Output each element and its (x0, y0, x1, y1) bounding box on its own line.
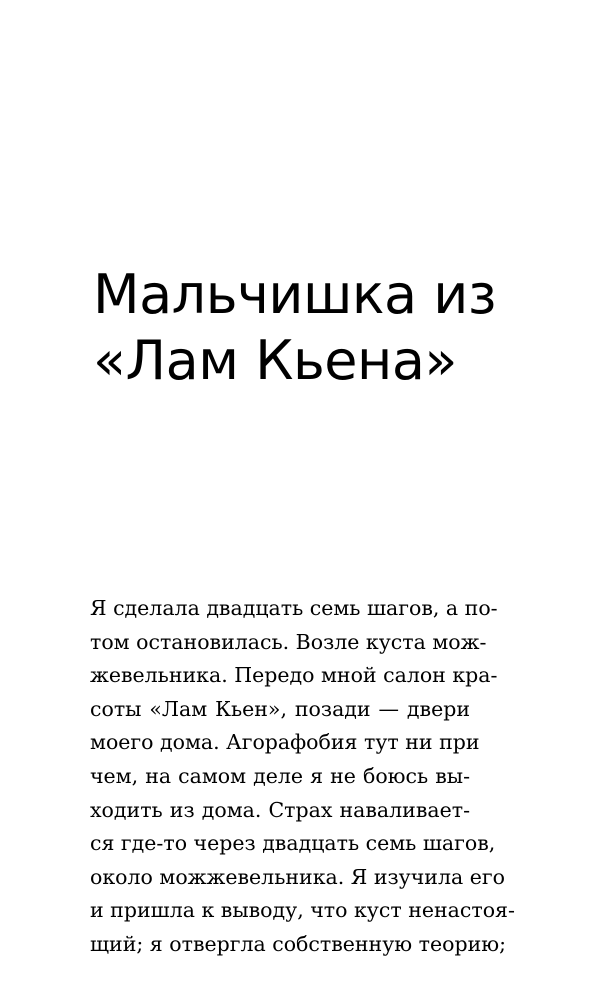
text-line-4: соты «Лам Кьен», позади — двери (90, 696, 470, 721)
text-line-8: ся где-то через двадцать семь шагов, (90, 831, 496, 856)
text-line-10: и пришла к выводу, что куст ненастоя- (90, 898, 515, 923)
text-line-7: ходить из дома. Страх наваливает- (90, 797, 470, 822)
text-line-9: около можжевельника. Я изучила его (90, 864, 505, 889)
text-line-2: том остановилась. Возле куста мож- (90, 629, 487, 654)
text-line-1: Я сделала двадцать семь шагов, а по- (90, 596, 498, 620)
chapter-title-line-1: Мальчишка из (93, 263, 497, 326)
text-line-3: жевельника. Передо мной салон кра- (90, 663, 498, 688)
text-line-11: щий; я отвергла собственную теорию; (90, 931, 507, 956)
body-paragraph (90, 592, 515, 962)
chapter-title (93, 262, 573, 394)
text-line-6: чем, на самом деле я не боюсь вы- (90, 763, 470, 788)
text-line-5: моего дома. Агорафобия тут ни при (90, 730, 480, 755)
chapter-title-line-2: «Лам Кьена» (93, 329, 457, 392)
